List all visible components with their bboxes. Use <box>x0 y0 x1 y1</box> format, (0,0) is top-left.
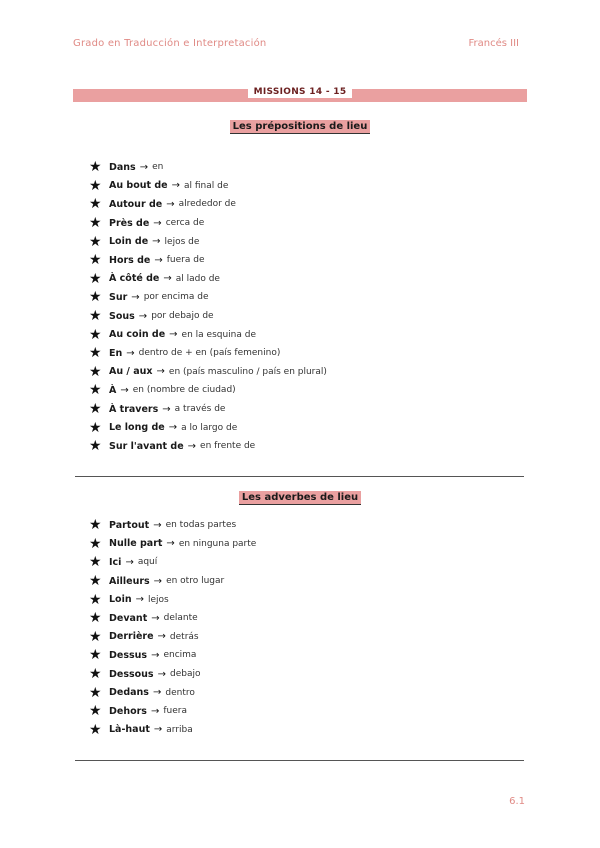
meaning: en frente de <box>200 441 256 452</box>
arrow-icon: → <box>157 668 166 680</box>
meaning: por debajo de <box>151 311 214 322</box>
meaning: encima <box>163 650 197 661</box>
star-icon: ★ <box>89 326 102 343</box>
mission-text: MISSIONS 14 - 15 <box>248 86 353 98</box>
term: Sur <box>109 291 128 303</box>
section-divider <box>75 476 524 477</box>
meaning: debajo <box>169 669 201 680</box>
star-icon: ★ <box>89 233 102 250</box>
arrow-icon: → <box>162 403 171 415</box>
term: Au coin de <box>109 329 166 341</box>
list-item <box>89 683 256 702</box>
meaning: a través de <box>174 404 226 415</box>
term: Dehors <box>109 705 147 717</box>
star-icon: ★ <box>89 382 102 399</box>
star-icon: ★ <box>89 517 102 534</box>
arrow-icon: → <box>187 440 197 452</box>
star-icon: ★ <box>89 554 102 571</box>
meaning: al final de <box>184 180 229 191</box>
arrow-icon: → <box>169 329 178 341</box>
term: Dessus <box>109 649 148 661</box>
meaning: lejos de <box>164 236 200 247</box>
arrow-icon: → <box>154 254 163 266</box>
meaning: detrás <box>169 631 199 642</box>
star-icon: ★ <box>89 666 102 683</box>
list-item <box>89 232 327 251</box>
arrow-icon: → <box>153 519 162 531</box>
star-icon: ★ <box>89 215 102 232</box>
meaning: alrededor de <box>178 199 236 210</box>
meaning: fuera <box>163 706 187 717</box>
term: Dedans <box>109 687 149 699</box>
list-item <box>89 646 256 665</box>
term: Devant <box>109 612 148 624</box>
list-item <box>89 177 327 196</box>
arrow-icon: → <box>166 198 175 210</box>
list-item <box>89 344 327 363</box>
meaning: en (país masculino / país en plural) <box>168 366 327 377</box>
arrow-icon: → <box>153 724 163 736</box>
star-icon: ★ <box>89 270 102 287</box>
star-icon: ★ <box>89 535 102 552</box>
list-item <box>89 288 327 307</box>
term: Derrière <box>109 631 154 643</box>
arrow-icon: → <box>151 649 160 661</box>
header-course-title: Grado en Traducción e Interpretación <box>73 38 267 49</box>
star-icon: ★ <box>89 419 102 436</box>
meaning: lejos <box>148 594 169 605</box>
term: Nulle part <box>109 538 163 550</box>
prepositions-list <box>89 158 327 456</box>
list-item <box>89 535 256 554</box>
arrow-icon: → <box>125 556 134 568</box>
term: Au / aux <box>109 366 153 378</box>
meaning: cerca de <box>165 218 205 229</box>
list-item <box>89 251 327 270</box>
meaning: en la esquina de <box>181 329 256 340</box>
term: À travers <box>109 403 159 415</box>
star-icon: ★ <box>89 252 102 269</box>
arrow-icon: → <box>171 180 180 192</box>
arrow-icon: → <box>131 291 140 303</box>
term: Hors de <box>109 254 151 266</box>
meaning: dentro <box>165 687 195 698</box>
term: Partout <box>109 519 150 531</box>
list-item <box>89 437 327 456</box>
star-icon: ★ <box>89 438 102 455</box>
arrow-icon: → <box>152 236 161 248</box>
list-item <box>89 609 256 628</box>
page-number: 6.1 <box>509 796 525 807</box>
meaning: por encima de <box>143 292 209 303</box>
arrow-icon: → <box>156 366 165 378</box>
section-title-text: Les adverbes de lieu <box>239 491 361 505</box>
term: À <box>109 384 117 396</box>
meaning: dentro de + en (país femenino) <box>138 348 281 359</box>
arrow-icon: → <box>151 612 160 624</box>
list-item <box>89 572 256 591</box>
star-icon: ★ <box>89 308 102 325</box>
term: Dessous <box>109 668 154 680</box>
arrow-icon: → <box>168 422 178 434</box>
meaning: al lado de <box>175 273 220 284</box>
term: Ici <box>109 556 122 568</box>
mission-label <box>0 87 600 97</box>
list-item <box>89 214 327 233</box>
meaning: aquí <box>137 557 158 568</box>
adverbs-list <box>89 516 256 739</box>
meaning: en (nombre de ciudad) <box>132 385 236 396</box>
list-item <box>89 363 327 382</box>
star-icon: ★ <box>89 401 102 418</box>
list-item <box>89 553 256 572</box>
arrow-icon: → <box>120 384 129 396</box>
term: Ailleurs <box>109 575 150 587</box>
star-icon: ★ <box>89 721 102 738</box>
arrow-icon: → <box>153 217 162 229</box>
arrow-icon: → <box>153 575 163 587</box>
star-icon: ★ <box>89 610 102 627</box>
term: Loin <box>109 594 132 606</box>
meaning: arriba <box>166 724 193 735</box>
star-icon: ★ <box>89 159 102 176</box>
term: Là-haut <box>109 724 150 736</box>
star-icon: ★ <box>89 196 102 213</box>
list-item <box>89 400 327 419</box>
list-item <box>89 158 327 177</box>
arrow-icon: → <box>139 161 149 173</box>
arrow-icon: → <box>150 705 160 717</box>
arrow-icon: → <box>138 310 148 322</box>
arrow-icon: → <box>126 347 135 359</box>
header-subject: Francés III <box>468 38 519 49</box>
list-item <box>89 590 256 609</box>
list-item <box>89 418 327 437</box>
star-icon: ★ <box>89 647 102 664</box>
arrow-icon: → <box>157 631 166 643</box>
list-item <box>89 270 327 289</box>
star-icon: ★ <box>89 591 102 608</box>
term: Le long de <box>109 422 165 434</box>
section-title-text: Les prépositions de lieu <box>230 120 371 134</box>
list-item <box>89 665 256 684</box>
term: En <box>109 347 123 359</box>
list-item <box>89 381 327 400</box>
list-item <box>89 628 256 647</box>
list-item <box>89 721 256 740</box>
star-icon: ★ <box>89 177 102 194</box>
meaning: en <box>152 162 164 173</box>
term: Sous <box>109 310 135 322</box>
term: Près de <box>109 217 150 229</box>
star-icon: ★ <box>89 363 102 380</box>
list-item <box>89 195 327 214</box>
list-item <box>89 516 256 535</box>
term: À côté de <box>109 273 160 285</box>
meaning: en todas partes <box>165 520 237 531</box>
list-item <box>89 702 256 721</box>
meaning: en ninguna parte <box>178 538 257 549</box>
arrow-icon: → <box>163 273 172 285</box>
star-icon: ★ <box>89 684 102 701</box>
term: Loin de <box>109 236 149 248</box>
term: Sur l'avant de <box>109 440 184 452</box>
arrow-icon: → <box>152 687 162 699</box>
arrow-icon: → <box>166 538 175 550</box>
star-icon: ★ <box>89 573 102 590</box>
star-icon: ★ <box>89 628 102 645</box>
star-icon: ★ <box>89 289 102 306</box>
list-item <box>89 307 327 326</box>
meaning: a lo largo de <box>181 422 238 433</box>
term: Autour de <box>109 198 163 210</box>
arrow-icon: → <box>135 594 144 606</box>
meaning: fuera de <box>166 255 205 266</box>
term: Au bout de <box>109 180 168 192</box>
section-title-prepositions <box>0 121 600 132</box>
meaning: delante <box>163 613 198 624</box>
star-icon: ★ <box>89 703 102 720</box>
section-title-adverbs <box>0 492 600 503</box>
term: Dans <box>109 161 136 173</box>
meaning: en otro lugar <box>166 576 225 587</box>
list-item <box>89 325 327 344</box>
section-divider <box>75 760 524 761</box>
star-icon: ★ <box>89 345 102 362</box>
